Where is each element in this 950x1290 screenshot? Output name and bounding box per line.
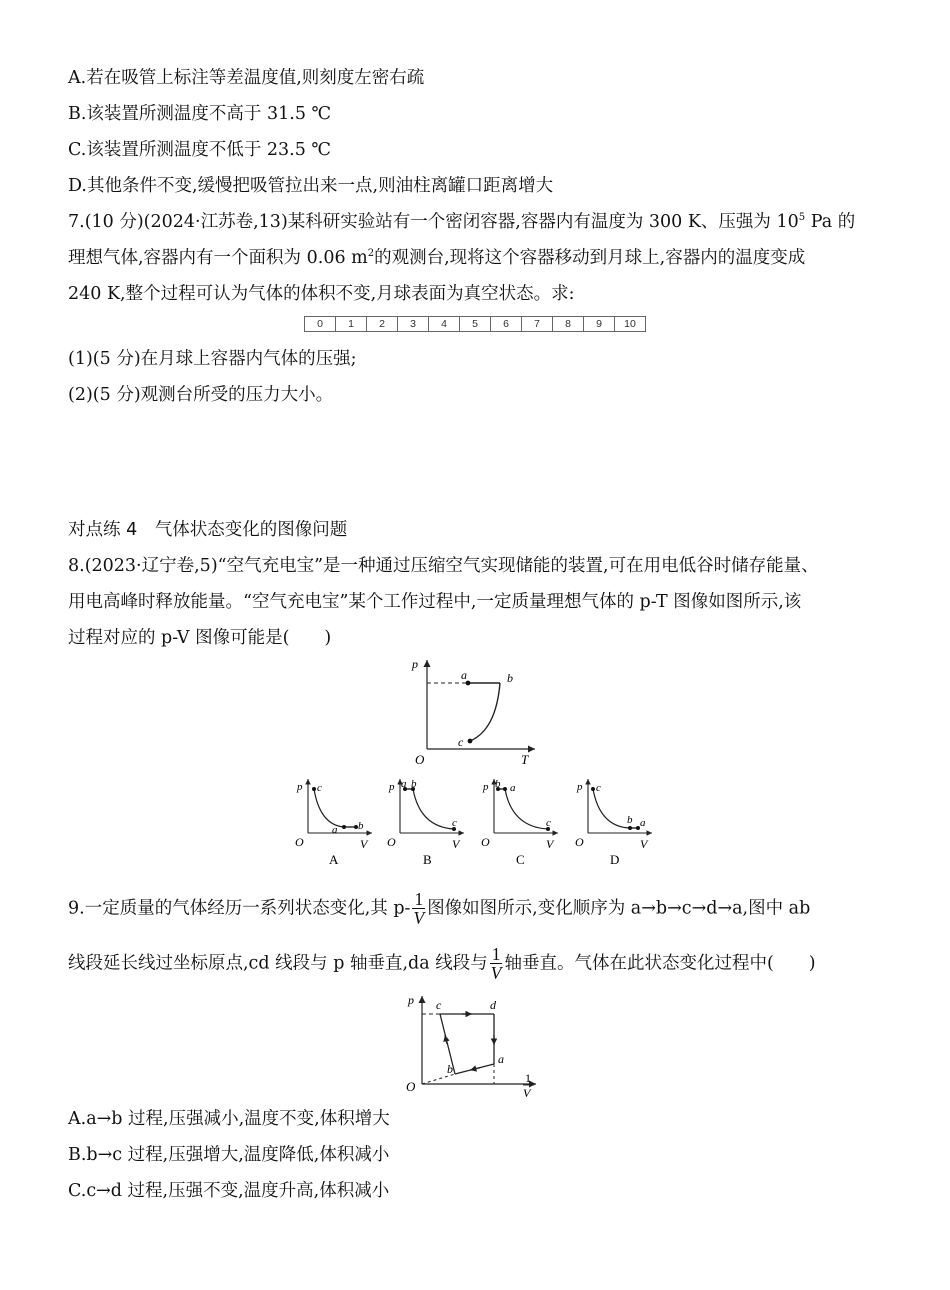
ruler-tick: 2: [367, 317, 398, 331]
q9-option-a: A.a→b 过程,压强减小,温度不变,体积增大: [68, 1109, 390, 1129]
q9-text: 9.一定质量的气体经历一系列状态变化,其 p-: [68, 898, 411, 919]
x-axis-num: 1: [525, 1071, 531, 1085]
ruler-tick: 8: [553, 317, 584, 331]
q7-sub-1: (1)(5 分)在月球上容器内气体的压强;: [68, 349, 357, 369]
q8-line-2: 用电高峰时释放能量。“空气充电宝”某个工作过程中,一定质量理想气体的 p-T 图像如图所示,该: [68, 592, 802, 612]
point-label: a: [640, 817, 646, 829]
frac-den: V: [413, 908, 425, 929]
q6-option-c: C.该装置所测温度不低于 23.5 ℃: [68, 140, 331, 160]
x-axis-label: V: [546, 837, 554, 851]
q9-line-2: [68, 945, 816, 983]
q9-option-c: C.c→d 过程,压强不变,温度升高,体积减小: [68, 1181, 390, 1201]
point-label-b: b: [447, 1062, 453, 1076]
q8-option-c-graph: [478, 775, 562, 870]
y-axis-label: p: [412, 657, 418, 671]
q6-option-b: B.该装置所测温度不高于 31.5 ℃: [68, 104, 332, 124]
point-label-a: a: [461, 668, 467, 682]
point-label: c: [317, 782, 322, 794]
point-label-d: d: [490, 998, 496, 1012]
point-label: b: [358, 820, 364, 832]
ruler-tick: 6: [491, 317, 522, 331]
q7-line-3: 240 K,整个过程可认为气体的体积不变,月球表面为真空状态。求:: [68, 284, 575, 304]
point-label-b: b: [507, 671, 513, 685]
x-axis-label: T: [521, 752, 529, 767]
frac-num: 1: [491, 944, 501, 964]
frac-num: 1: [414, 889, 424, 909]
q6-option-d: D.其他条件不变,缓慢把吸管拉出来一点,则油柱离罐口距离增大: [68, 176, 554, 196]
y-axis-label: p: [577, 781, 583, 793]
ruler-tick: 7: [522, 317, 553, 331]
q8-pt-graph: [400, 652, 550, 770]
section-heading: 对点练 4 气体状态变化的图像问题: [68, 520, 348, 540]
point-label-c: c: [458, 735, 464, 749]
q9-text: 轴垂直。气体在此状态变化过程中( ): [504, 953, 816, 974]
y-axis-label: p: [389, 781, 395, 793]
q8-option-d-graph: [572, 775, 656, 870]
q7-sub-2: (2)(5 分)观测台所受的压力大小。: [68, 385, 334, 405]
point-label: a: [332, 824, 338, 836]
point-label: c: [546, 817, 551, 829]
ruler-tick: 4: [429, 317, 460, 331]
frac-den: V: [490, 963, 502, 984]
x-axis-label: V: [360, 837, 368, 851]
point-label: b: [495, 778, 501, 790]
q7-line-1: 7.(10 分)(2024·江苏卷,13)某科研实验站有一个密闭容器,容器内有温度为 300 K、压强为 $10^5$ Pa 的: [68, 212, 856, 232]
y-axis-label: p: [483, 781, 489, 793]
q8-line-3: 过程对应的 p-V 图像可能是( ): [68, 628, 332, 648]
option-letter: C: [516, 852, 525, 867]
y-axis-label: p: [297, 781, 303, 793]
q8-line-1: 8.(2023·辽宁卷,5)“空气充电宝”是一种通过压缩空气实现储能的装置,可在用电低谷时储存能量、: [68, 556, 819, 576]
option-letter: B: [423, 852, 432, 867]
q8-option-b-graph: [384, 775, 468, 870]
option-letter: D: [610, 852, 620, 867]
point-label: a: [401, 778, 407, 790]
point-label: c: [452, 817, 457, 829]
q9-text: 线段延长线过坐标原点,cd 线段与 p 轴垂直,da 线段与: [68, 953, 488, 974]
origin-label: O: [575, 835, 584, 849]
origin-label: O: [406, 1079, 416, 1094]
point-label: a: [510, 782, 516, 794]
q6-option-a: A.若在吸管上标注等差温度值,则刻度左密右疏: [68, 68, 425, 88]
fraction-1-over-v: [412, 890, 425, 928]
fraction-1-over-v: [490, 945, 503, 983]
q9-text: 图像如图所示,变化顺序为 a→b→c→d→a,图中 ab: [427, 898, 811, 919]
origin-label: O: [415, 752, 425, 767]
point-label-a: a: [498, 1052, 504, 1066]
point-label: b: [411, 778, 417, 790]
q7-line-2: 理想气体,容器内有一个面积为 0.06 $m^2$的观测台,现将这个容器移动到月球上,容器内的温度变成: [68, 248, 806, 268]
origin-label: O: [295, 835, 304, 849]
ruler-tick: 10: [624, 318, 636, 330]
x-axis-label: V: [640, 837, 648, 851]
origin-label: O: [481, 835, 490, 849]
point-label: c: [596, 782, 601, 794]
point-label: b: [627, 814, 633, 826]
x-axis-den: V: [523, 1086, 531, 1100]
x-axis-label: V: [452, 837, 460, 851]
ruler-tick: 1: [336, 317, 367, 331]
point-label-c: c: [436, 998, 442, 1012]
q9-line-1: [68, 890, 810, 928]
ruler-tick: 3: [398, 317, 429, 331]
y-axis-label: p: [408, 993, 414, 1007]
q8-option-a-graph: [292, 775, 376, 870]
ruler-tick: 0: [305, 317, 336, 331]
origin-label: O: [387, 835, 396, 849]
option-letter: A: [329, 852, 339, 867]
bc-curve: [470, 683, 500, 741]
ruler-scale: [304, 316, 646, 332]
q9-option-b: B.b→c 过程,压强增大,温度降低,体积减小: [68, 1145, 390, 1165]
ruler-tick: 9: [584, 317, 615, 331]
ruler-tick: 5: [460, 317, 491, 331]
q9-p-inv-v-graph: [400, 990, 550, 1102]
point-c: [468, 739, 473, 744]
